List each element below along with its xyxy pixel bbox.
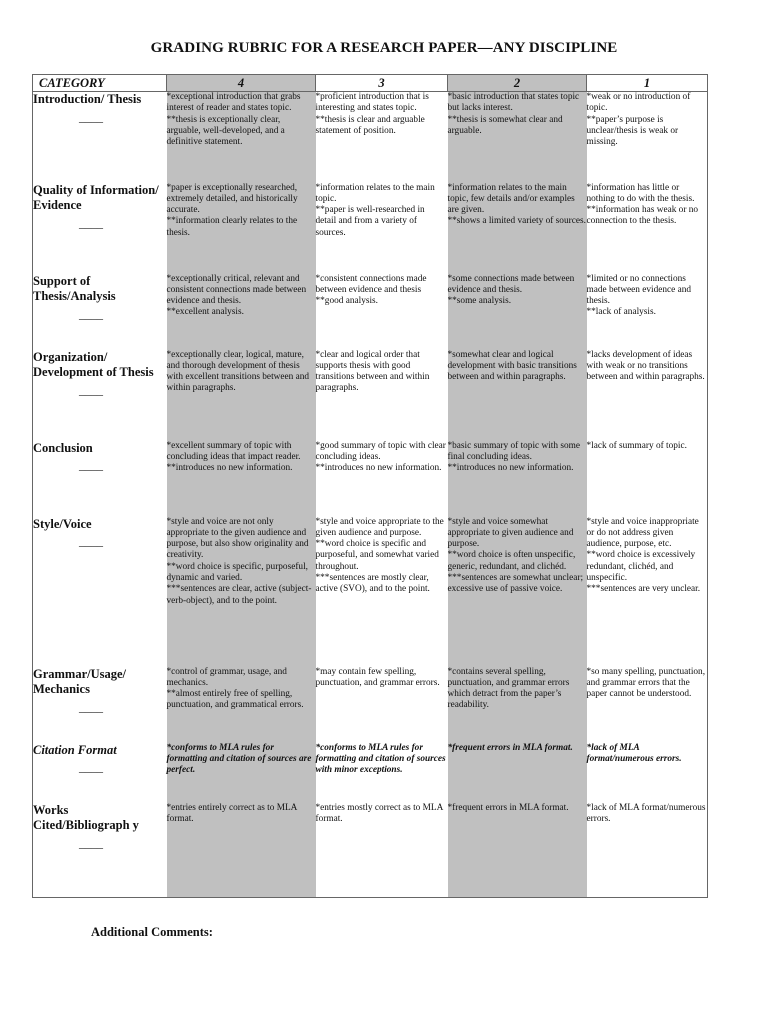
score-blank: ____ — [79, 534, 103, 548]
score-4-cell: *exceptionally critical, relevant and consistent connections made between evidence and thesis. **excellent analysis. — [167, 274, 316, 350]
category-cell — [33, 517, 167, 667]
rubric-row-introduction — [33, 92, 708, 183]
score-1-cell: *lack of MLA format/numerous errors. — [586, 802, 706, 824]
score-1-cell: *lack of summary of topic. — [586, 440, 687, 451]
category-cell — [33, 183, 167, 274]
category-cell — [33, 274, 167, 350]
score-2-cell: *some connections made between evidence and thesis. **some analysis. — [448, 274, 587, 350]
rubric-row-style-voice — [33, 517, 708, 667]
score-3-cell: *may contain few spelling, punctuation, and grammar errors. — [315, 666, 440, 688]
category-label: Grammar/Usage/ Mechanics — [33, 666, 127, 696]
score-2-cell: *somewhat clear and logical development with basic transitions between and within paragraphs. — [448, 350, 587, 441]
header-score-4: 4 — [167, 75, 316, 92]
rubric-row-quality-of-information — [33, 183, 708, 274]
rubric-row-support-of-thesis — [33, 274, 708, 350]
category-cell — [33, 667, 167, 743]
header-score-2: 2 — [448, 75, 587, 92]
score-2-cell: *information relates to the main topic, few details and/or examples are given. **shows a limited variety of sources. — [448, 183, 587, 274]
header-row — [33, 75, 708, 92]
score-3-cell: *style and voice appropriate to the given audience and purpose. **word choice is specific and purposeful, and somewhat varied throughout. ***sentences are mostly clear, active (SVO), and to the point. — [315, 516, 444, 595]
score-2-cell: *frequent errors in MLA format. — [448, 743, 587, 803]
score-2-cell: *basic summary of topic with some final concluding ideas. **introduces no new information. — [448, 441, 587, 517]
score-2-cell: *basic introduction that states topic but lacks interest. **thesis is somewhat clear and arguable. — [448, 92, 587, 183]
additional-comments-label: Additional Comments: — [91, 925, 213, 939]
score-1-cell: *so many spelling, punctuation, and grammar errors that the paper cannot be understood. — [586, 666, 706, 700]
score-2-cell: *style and voice somewhat appropriate to given audience and purpose. **word choice is often unspecific, generic, redundant, and clichéd. ***sentences are somewhat unclear; excessive use of passive voice. — [448, 517, 587, 667]
rubric-table — [32, 74, 708, 898]
score-blank: ____ — [79, 382, 103, 397]
rubric-row-grammar — [33, 667, 708, 743]
category-label: Style/Voice — [33, 516, 92, 531]
score-4-cell: *exceptionally clear, logical, mature, and thorough development of thesis with excellent transitions between and within paragraphs. — [167, 350, 316, 441]
score-2-cell: *frequent errors in MLA format. — [448, 803, 587, 898]
category-label: Support of Thesis/Analysis — [33, 273, 116, 303]
score-2-cell: *contains several spelling, punctuation, and grammar errors which detract from the paper’s readability. — [448, 667, 587, 743]
category-label: Works Cited/Bibliograph y — [33, 802, 139, 832]
score-3-cell: *entries mostly correct as to MLA format. — [315, 802, 443, 824]
score-blank: ____ — [79, 109, 103, 124]
header-score-3: 3 — [316, 75, 448, 92]
score-4-cell: *exceptional introduction that grabs interest of reader and states topic. **thesis is exceptionally clear, arguable, well-developed, and a definitive statement. — [167, 92, 316, 183]
score-3-cell: *clear and logical order that supports thesis with good transitions between and within paragraphs. — [315, 349, 430, 394]
score-blank: ____ — [79, 306, 103, 321]
category-cell — [33, 743, 167, 803]
score-4-cell: *entries entirely correct as to MLA format. — [167, 803, 316, 898]
score-blank: ____ — [79, 699, 103, 714]
score-3-cell: *conforms to MLA rules for formatting and citation of sources with minor exceptions. — [315, 742, 446, 776]
score-3-cell: *proficient introduction that is interesting and states topic. **thesis is clear and arguable statement of position. — [315, 92, 429, 136]
rubric-row-citation-format — [33, 743, 708, 803]
score-4-cell: *conforms to MLA rules for formatting and citation of sources are perfect. — [167, 743, 316, 803]
category-cell — [33, 350, 167, 441]
category-label: Citation Format — [33, 742, 117, 757]
score-4-cell: *control of grammar, usage, and mechanics. **almost entirely free of spelling, punctuation, and grammatical errors. — [167, 667, 316, 743]
category-cell — [33, 441, 167, 517]
score-4-cell: *paper is exceptionally researched, extremely detailed, and historically accurate. **information clearly relates to the thesis. — [167, 183, 316, 274]
score-4-cell: *excellent summary of topic with concluding ideas that impact reader. **introduces no new information. — [167, 441, 316, 517]
score-1-cell: *lacks development of ideas with weak or no transitions between and within paragraphs. — [586, 349, 705, 383]
score-3-cell: *consistent connections made between evidence and thesis **good analysis. — [315, 273, 427, 307]
score-blank: ____ — [79, 458, 103, 472]
category-label: Conclusion — [33, 440, 93, 455]
rubric-row-conclusion — [33, 441, 708, 517]
score-1-cell: *weak or no introduction of topic. **paper’s purpose is unclear/thesis is weak or missing. — [586, 92, 691, 148]
score-1-cell: *information has little or nothing to do with the thesis. **information has weak or no connection to the thesis. — [586, 182, 699, 227]
rubric-row-works-cited — [33, 803, 708, 898]
header-score-1: 1 — [587, 75, 708, 92]
score-4-cell: *style and voice are not only appropriate to the given audience and purpose, but also show originality and creativity. **word choice is specific, purposeful, dynamic and varied. ***sentences are clear, active (subject-verb-object), and to the point. — [167, 517, 316, 667]
rubric-row-organization — [33, 350, 708, 441]
score-blank: ____ — [79, 760, 103, 774]
category-label: Introduction/ Thesis — [33, 92, 142, 106]
category-cell — [33, 92, 167, 183]
header-category: CATEGORY — [33, 75, 167, 92]
score-3-cell: *good summary of topic with clear concluding ideas. **introduces no new information. — [315, 440, 446, 474]
category-cell — [33, 803, 167, 898]
score-1-cell: *limited or no connections made between evidence and thesis. **lack of analysis. — [586, 273, 692, 318]
score-3-cell: *information relates to the main topic. **paper is well-researched in detail and from a variety of sources. — [315, 182, 435, 238]
category-label: Organization/ Development of Thesis — [33, 349, 154, 379]
score-blank: ____ — [79, 215, 103, 230]
page-title: GRADING RUBRIC FOR A RESEARCH PAPER—ANY DISCIPLINE — [150, 40, 618, 56]
category-label: Quality of Information/ Evidence — [33, 182, 159, 212]
score-1-cell: *style and voice inappropriate or do not address given audience, purpose, etc. **word choice is excessively redundant, clichéd, and unspecific. ***sentences are very unclear. — [586, 516, 701, 595]
score-blank: ____ — [79, 835, 103, 850]
score-1-cell: *lack of MLA format/numerous errors. — [586, 742, 682, 764]
